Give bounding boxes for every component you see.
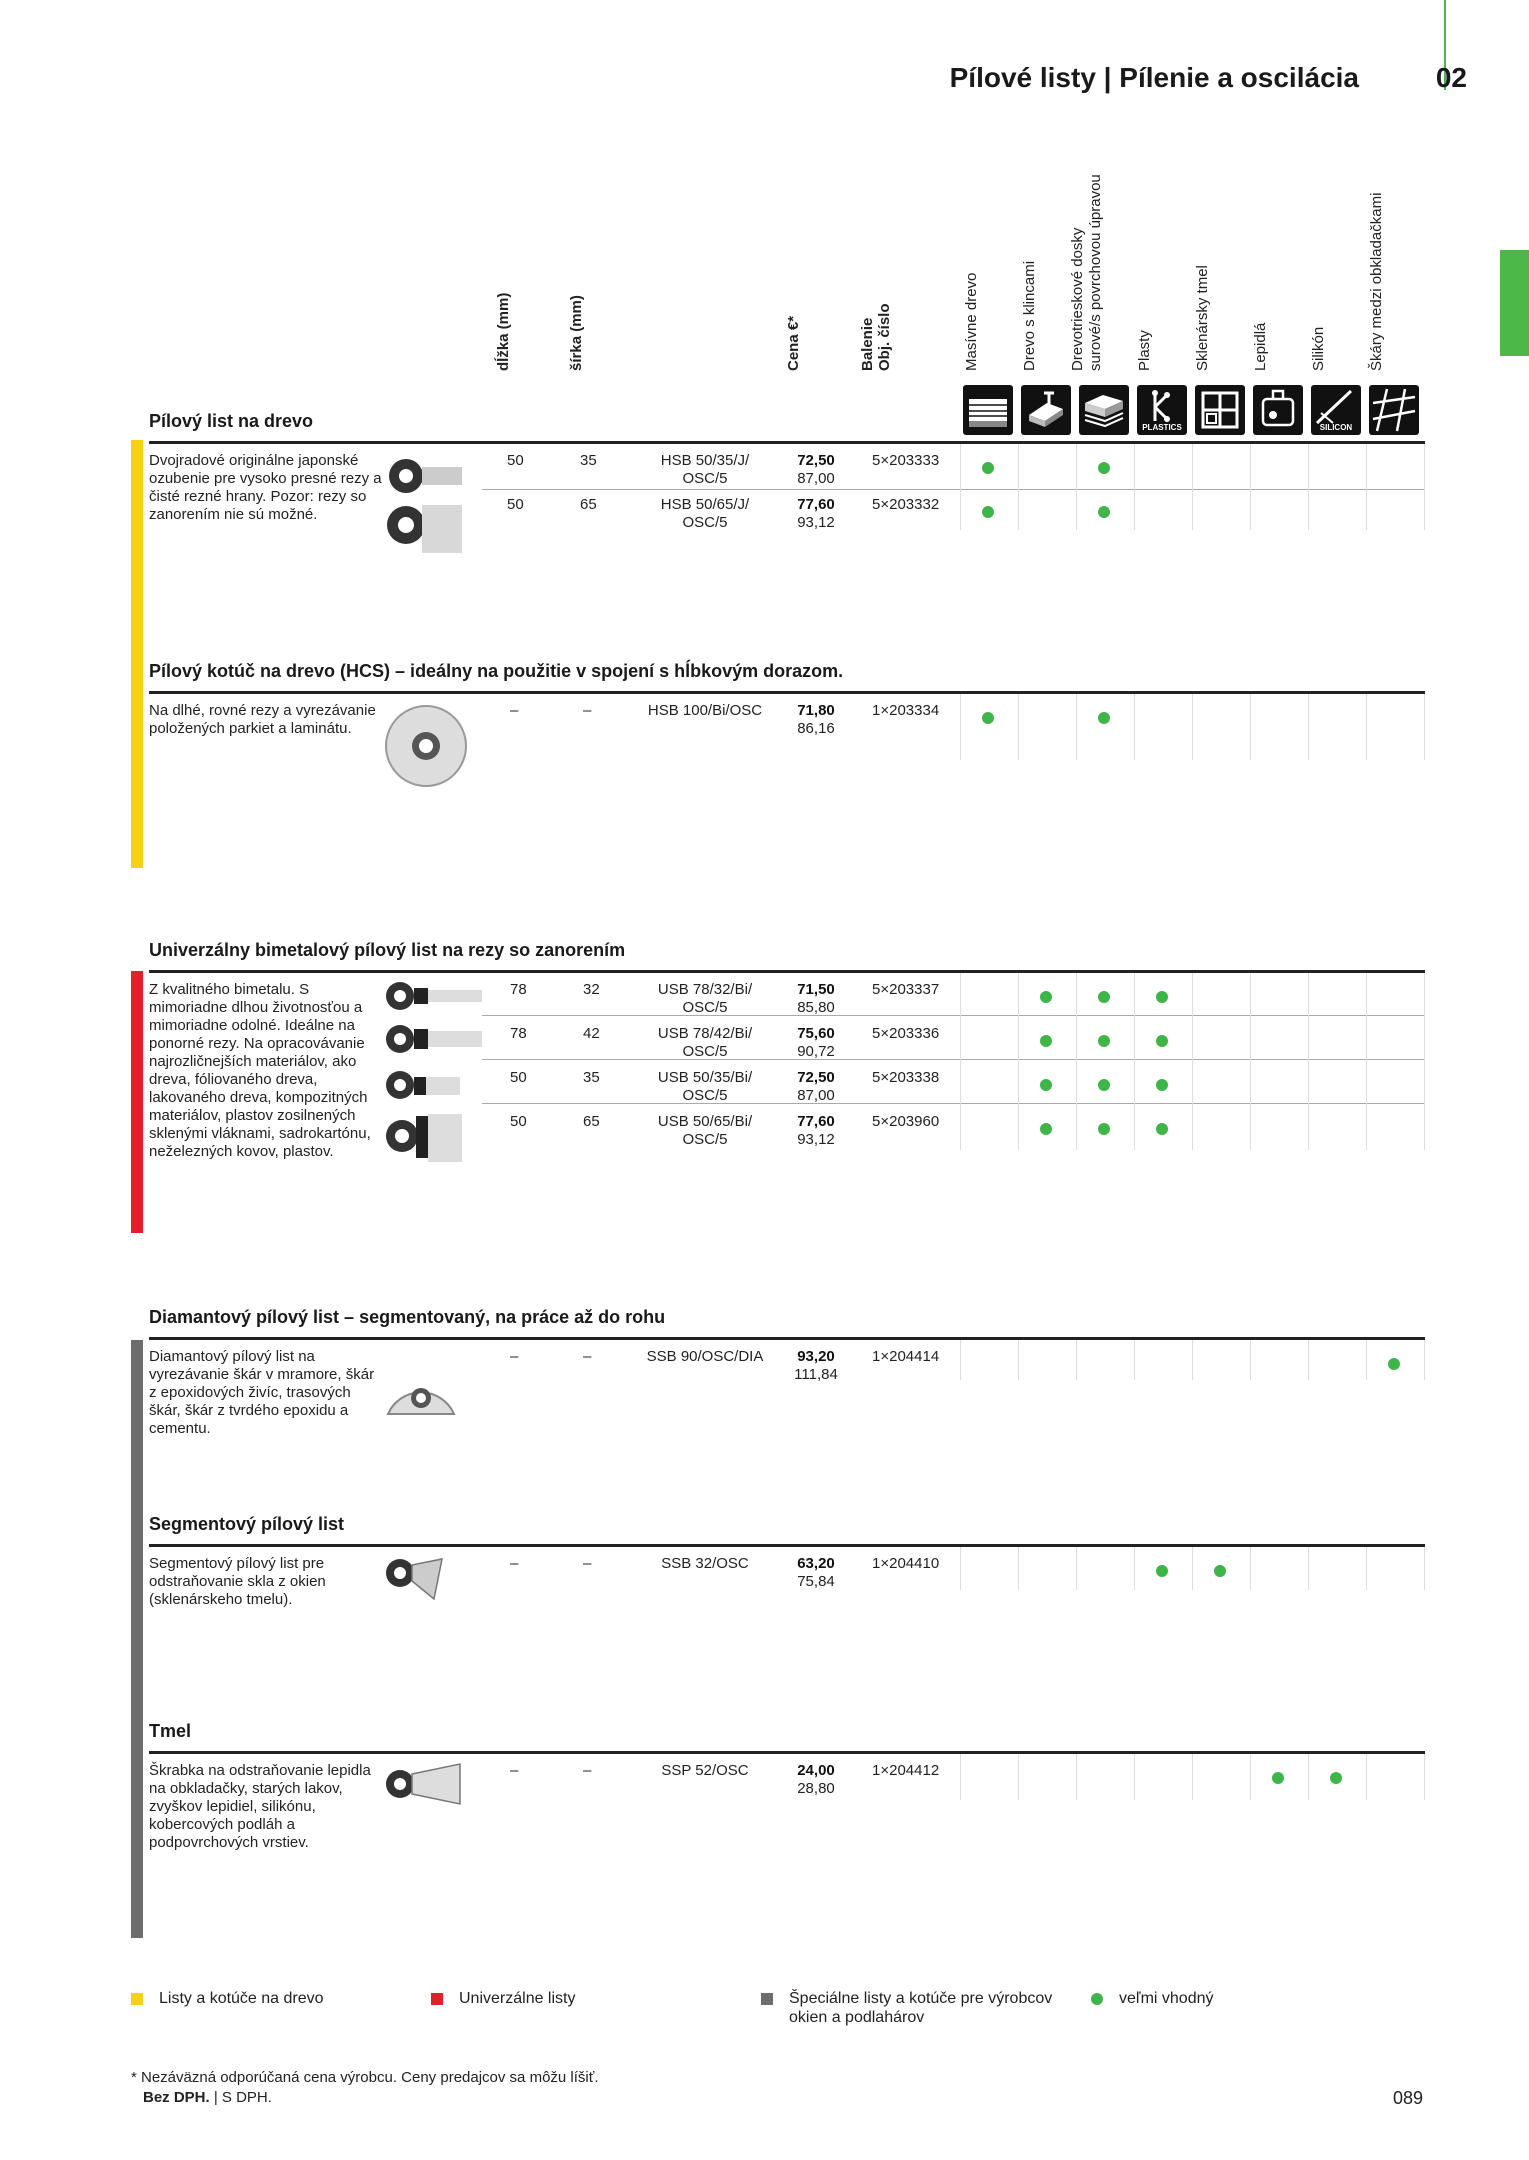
grid-line xyxy=(1192,1547,1193,1590)
section-rule xyxy=(149,1751,1425,1754)
section-title: Pílový kotúč na drevo (HCS) – ideálny na použitie v spojení s hĺbkovým dorazom. xyxy=(149,661,844,681)
blade-thumbnail xyxy=(384,1067,464,1103)
footnote-line1: * Nezáväzná odporúčaná cena výrobcu. Ceny predajcov sa môžu líšiť. xyxy=(131,2069,599,2086)
grid-line xyxy=(1366,1340,1367,1380)
code-line1: USB 50/35/Bi/ xyxy=(657,1069,753,1086)
order-number: 203333 xyxy=(889,452,940,469)
length-cell: – xyxy=(510,1555,519,1572)
section-description: Na dlhé, rovné rezy a vyrezávanie položených parkiet a laminátu. xyxy=(149,702,376,737)
product-code xyxy=(640,1113,770,1149)
col-material-3 xyxy=(1136,330,1154,371)
grid-line xyxy=(1134,1754,1135,1800)
price-net: 75,60 xyxy=(797,1025,835,1042)
price-gross: 111,84 xyxy=(794,1366,838,1383)
section-rule xyxy=(149,1337,1425,1340)
width-cell: 65 xyxy=(583,1113,600,1130)
suitable-dot xyxy=(1156,1035,1168,1047)
section-rule xyxy=(149,1544,1425,1547)
blade-thumbnail xyxy=(384,1110,464,1166)
section-description: Diamantový pílový list na vyrezávanie škár v mramore, škár z epoxidových živíc, trasových škár, škár z tvrdého epoxidu a cementu. xyxy=(149,1348,375,1437)
legend-wood: Listy a kotúče na drevo xyxy=(159,1990,324,2007)
category-bar-special xyxy=(131,1340,143,1938)
material-label: surové/s povrchovou úpravou xyxy=(1087,174,1104,371)
length-cell: – xyxy=(510,702,519,719)
grid-line xyxy=(1366,694,1367,760)
grid-line xyxy=(1366,973,1367,1150)
length-cell: 50 xyxy=(510,1113,527,1130)
order-cell xyxy=(872,452,939,470)
suitable-dot xyxy=(1156,991,1168,1003)
price-cell xyxy=(776,1025,856,1061)
grid-line xyxy=(1250,444,1251,530)
code-line2: OSC/5 xyxy=(682,514,728,531)
col-material-5 xyxy=(1252,322,1270,371)
price-net: 24,00 xyxy=(797,1762,835,1779)
silicone-icon xyxy=(1311,385,1361,435)
col-material-0 xyxy=(963,272,981,371)
category-bar-universal xyxy=(131,971,143,1233)
col-order-label: Obj. číslo xyxy=(876,303,893,371)
adhesive-icon xyxy=(1253,385,1303,435)
grid-line xyxy=(1424,1754,1425,1800)
code-line1: HSB 50/35/J/ xyxy=(660,452,750,469)
chapter-number: 02 xyxy=(1435,62,1467,93)
section-description: Škrabka na odstraňovanie lepidla na obkladačky, starých lakov, zvyškov lepidiel, silikónu, kobercových podláh a podpovrchových vrstiev. xyxy=(149,1762,371,1851)
suitable-dot xyxy=(982,712,994,724)
pack-qty: 1× xyxy=(872,1762,890,1779)
width-cell: – xyxy=(583,1555,592,1572)
nailed-wood-icon xyxy=(1021,385,1071,435)
grid-line xyxy=(1018,1547,1019,1590)
product-code xyxy=(640,1069,770,1105)
product-code xyxy=(640,452,770,488)
grid-line xyxy=(1134,444,1135,530)
grid-line xyxy=(1192,973,1193,1150)
pack-qty: 5× xyxy=(872,496,890,513)
section-description: Segmentový pílový list pre odstraňovanie skla z okien (sklenárskeho tmelu). xyxy=(149,1555,326,1608)
price-gross: 85,80 xyxy=(797,999,835,1016)
blade-thumbnail xyxy=(384,1555,448,1605)
price-cell xyxy=(776,1348,856,1384)
length-cell: – xyxy=(510,1348,519,1365)
suitable-dot xyxy=(1040,1079,1052,1091)
product-code: SSB 90/OSC/DIA xyxy=(646,1348,764,1365)
material-label: Drevotrieskové dosky xyxy=(1069,227,1086,371)
blade-thumbnail xyxy=(384,501,464,557)
order-number: 203337 xyxy=(889,981,940,998)
grid-line xyxy=(1366,1547,1367,1590)
length-cell: 50 xyxy=(507,496,524,513)
tile-joints-icon xyxy=(1369,385,1419,435)
code-line2: OSC/5 xyxy=(682,999,728,1016)
footnote xyxy=(131,2068,599,2108)
grid-line xyxy=(1134,973,1135,1150)
suitable-dot xyxy=(1040,1035,1052,1047)
grid-line xyxy=(1250,1754,1251,1800)
suitable-dot xyxy=(1156,1565,1168,1577)
pack-qty: 5× xyxy=(872,1025,890,1042)
grid-line xyxy=(1192,1340,1193,1380)
page-number: 089 xyxy=(1392,2088,1423,2108)
section-description: Dvojradové originálne japonské ozubenie pre vysoko presné rezy a čisté rezné hrany. Pozor: rezy so zanorením nie sú možné. xyxy=(149,452,382,523)
order-number: 204412 xyxy=(889,1762,940,1779)
col-width xyxy=(568,295,586,371)
material-label: Škáry medzi obkladačkami xyxy=(1368,192,1385,371)
suitable-dot xyxy=(1098,506,1110,518)
suitable-dot xyxy=(1330,1772,1342,1784)
order-cell xyxy=(872,496,939,514)
price-net: 63,20 xyxy=(797,1555,835,1572)
width-cell: 32 xyxy=(583,981,600,998)
section-title: Univerzálny bimetalový pílový list na rezy so zanorením xyxy=(149,940,626,960)
blade-thumbnail xyxy=(384,980,484,1012)
plastics-icon-label: PLASTICS xyxy=(1142,423,1182,432)
grid-line xyxy=(1366,444,1367,530)
product-code: HSB 100/Bi/OSC xyxy=(647,702,763,719)
width-cell: – xyxy=(583,1348,592,1365)
suitable-dot xyxy=(1098,462,1110,474)
length-cell: 78 xyxy=(510,981,527,998)
suitable-dot xyxy=(1272,1772,1284,1784)
col-material-6 xyxy=(1310,326,1328,371)
grid-line xyxy=(1192,444,1193,530)
suitable-dot xyxy=(1214,1565,1226,1577)
price-net: 93,20 xyxy=(797,1348,835,1365)
width-cell: – xyxy=(583,1762,592,1779)
pack-qty: 5× xyxy=(872,981,890,998)
grid-line xyxy=(1308,1754,1309,1800)
glazing-putty-icon xyxy=(1195,385,1245,435)
product-code xyxy=(640,1025,770,1061)
grid-line xyxy=(1076,444,1077,530)
price-cell xyxy=(776,702,856,738)
order-cell xyxy=(872,1555,939,1573)
suitable-dot xyxy=(1098,712,1110,724)
grid-line xyxy=(1018,1340,1019,1380)
material-label: Drevo s klincami xyxy=(1021,260,1038,371)
suitable-dot xyxy=(1098,1035,1110,1047)
col-width-label: šírka (mm) xyxy=(568,295,585,371)
pack-qty: 5× xyxy=(872,1113,890,1130)
legend-special xyxy=(789,1989,1052,2027)
grid-line xyxy=(1076,973,1077,1150)
price-gross: 87,00 xyxy=(797,1087,835,1104)
grid-line xyxy=(960,1340,961,1380)
length-cell: 50 xyxy=(507,452,524,469)
col-material-1 xyxy=(1021,260,1039,371)
chipboard-icon xyxy=(1079,385,1129,435)
price-cell xyxy=(776,981,856,1017)
col-length xyxy=(495,292,513,371)
price-net: 72,50 xyxy=(797,452,835,469)
product-code xyxy=(640,981,770,1017)
price-gross: 86,16 xyxy=(797,720,835,737)
section-rule xyxy=(149,970,1425,973)
grid-line xyxy=(1308,1547,1309,1590)
length-cell: 50 xyxy=(510,1069,527,1086)
plastics-icon xyxy=(1137,385,1187,435)
grid-line xyxy=(1076,1547,1077,1590)
code-line1: USB 78/32/Bi/ xyxy=(657,981,753,998)
legend-special-line1: Špeciálne listy a kotúče pre výrobcov xyxy=(789,1990,1053,2007)
pack-qty: 1× xyxy=(872,1555,890,1572)
grid-line xyxy=(960,1754,961,1800)
price-cell xyxy=(776,452,856,488)
order-number: 203336 xyxy=(889,1025,940,1042)
grid-line xyxy=(1424,1340,1425,1380)
price-net: 77,60 xyxy=(797,496,835,513)
grid-line xyxy=(1134,1547,1135,1590)
legend-special-line2: okien a podlahárov xyxy=(789,2009,925,2026)
row-rule xyxy=(482,1015,1425,1016)
price-cell xyxy=(776,1069,856,1105)
solid-wood-icon xyxy=(963,385,1013,435)
section-title: Segmentový pílový list xyxy=(149,1514,345,1534)
section-description: Z kvalitného bimetalu. S mimoriadne dlhou životnosťou a mimoriadne odolné. Ideálne na ponorné rezy. Na opracovávanie najrozličnejších materiálov, ako dreva, fóliovaného dreva, lakovaného dreva, kompozitných materiálov, plastov zosilnených sklenými vláknami, sadrokartónu, neželezných kovov, plastov. xyxy=(149,981,371,1160)
grid-line xyxy=(1424,694,1425,760)
grid-line xyxy=(1308,1340,1309,1380)
suitable-dot xyxy=(1098,991,1110,1003)
order-cell xyxy=(872,1025,939,1043)
grid-line xyxy=(1076,694,1077,760)
legend-suitable-dot xyxy=(1091,1993,1103,2005)
grid-line xyxy=(1018,694,1019,760)
grid-line xyxy=(1076,1340,1077,1380)
width-cell: 35 xyxy=(583,1069,600,1086)
suitable-dot xyxy=(1040,991,1052,1003)
suitable-dot xyxy=(982,506,994,518)
footnote-bold: Bez DPH. xyxy=(143,2089,210,2106)
page-title: Pílové listy | Pílenie a oscilácia xyxy=(949,62,1359,93)
legend-universal-swatch xyxy=(431,1993,443,2005)
grid-line xyxy=(960,973,961,1150)
pack-qty: 5× xyxy=(872,452,890,469)
blade-thumbnail xyxy=(384,457,464,495)
col-price xyxy=(785,315,803,371)
price-gross: 75,84 xyxy=(797,1573,835,1590)
grid-line xyxy=(1250,973,1251,1150)
suitable-dot xyxy=(1098,1079,1110,1091)
length-cell: – xyxy=(510,1762,519,1779)
product-code xyxy=(640,496,770,532)
grid-line xyxy=(1308,973,1309,1150)
legend-wood-swatch xyxy=(131,1993,143,2005)
grid-line xyxy=(960,694,961,760)
price-net: 77,60 xyxy=(797,1113,835,1130)
col-pack-label: Balenie xyxy=(859,317,876,371)
blade-thumbnail xyxy=(384,1358,458,1416)
width-cell: – xyxy=(583,702,592,719)
code-line1: HSB 50/65/J/ xyxy=(660,496,750,513)
section-title: Diamantový pílový list – segmentovaný, na práce až do rohu xyxy=(149,1307,666,1327)
price-gross: 28,80 xyxy=(797,1780,835,1797)
pack-qty: 1× xyxy=(872,702,890,719)
col-order xyxy=(876,303,894,371)
code-line2: OSC/5 xyxy=(682,1043,728,1060)
col-material-7 xyxy=(1368,192,1386,371)
price-gross: 90,72 xyxy=(797,1043,835,1060)
order-number: 203332 xyxy=(889,496,940,513)
grid-line xyxy=(1018,444,1019,530)
price-net: 72,50 xyxy=(797,1069,835,1086)
width-cell: 42 xyxy=(583,1025,600,1042)
blade-thumbnail xyxy=(384,1762,462,1806)
code-line2: OSC/5 xyxy=(682,1131,728,1148)
suitable-dot xyxy=(1388,1358,1400,1370)
pack-qty: 1× xyxy=(872,1348,890,1365)
blade-thumbnail xyxy=(384,704,468,788)
code-line2: OSC/5 xyxy=(682,470,728,487)
price-gross: 93,12 xyxy=(797,514,835,531)
grid-line xyxy=(1018,973,1019,1150)
price-gross: 87,00 xyxy=(797,470,835,487)
legend-very-suitable: veľmi vhodný xyxy=(1119,1990,1214,2007)
col-price-label: Cena €* xyxy=(785,315,802,371)
col-length-label: dĺžka (mm) xyxy=(495,292,512,371)
category-bar-wood xyxy=(131,440,143,868)
grid-line xyxy=(1424,973,1425,1150)
order-number: 203334 xyxy=(889,702,940,719)
grid-line xyxy=(1192,1754,1193,1800)
product-code: SSB 32/OSC xyxy=(661,1555,749,1572)
section-title: Pílový list na drevo xyxy=(149,411,314,431)
footnote-line2 xyxy=(131,2088,599,2108)
order-number: 203960 xyxy=(889,1113,940,1130)
code-line2: OSC/5 xyxy=(682,1087,728,1104)
price-gross: 93,12 xyxy=(797,1131,835,1148)
grid-line xyxy=(1308,444,1309,530)
material-label: Masívne drevo xyxy=(963,272,980,371)
section-title: Tmel xyxy=(149,1721,192,1741)
order-cell xyxy=(872,702,939,720)
pack-qty: 5× xyxy=(872,1069,890,1086)
width-cell: 65 xyxy=(580,496,597,513)
grid-line xyxy=(960,1547,961,1590)
price-cell xyxy=(776,496,856,532)
legend-special-swatch xyxy=(761,1993,773,2005)
order-number: 204414 xyxy=(889,1348,940,1365)
grid-line xyxy=(1308,694,1309,760)
suitable-dot xyxy=(1040,1123,1052,1135)
suitable-dot xyxy=(1156,1123,1168,1135)
grid-line xyxy=(1250,694,1251,760)
grid-line xyxy=(960,444,961,530)
legend-universal: Univerzálne listy xyxy=(459,1990,576,2007)
length-cell: 78 xyxy=(510,1025,527,1042)
blade-thumbnail xyxy=(384,1023,484,1055)
silicon-icon-label: SILICON xyxy=(1319,423,1353,432)
product-code: SSP 52/OSC xyxy=(661,1762,749,1779)
order-cell xyxy=(872,1113,939,1131)
grid-line xyxy=(1424,1547,1425,1590)
section-rule xyxy=(149,441,1425,444)
order-cell xyxy=(872,1348,939,1366)
width-cell: 35 xyxy=(580,452,597,469)
material-label: Silikón xyxy=(1310,326,1327,371)
code-line1: USB 78/42/Bi/ xyxy=(657,1025,753,1042)
order-cell xyxy=(872,1762,939,1780)
code-line1: USB 50/65/Bi/ xyxy=(657,1113,753,1130)
price-net: 71,80 xyxy=(797,702,835,719)
grid-line xyxy=(1424,444,1425,530)
material-label: Lepidlá xyxy=(1252,322,1269,371)
grid-line xyxy=(1250,1340,1251,1380)
price-cell xyxy=(776,1113,856,1149)
col-material-2b xyxy=(1087,174,1105,371)
suitable-dot xyxy=(982,462,994,474)
row-rule xyxy=(482,1059,1425,1060)
section-rule xyxy=(149,691,1425,694)
col-material-4 xyxy=(1194,265,1212,371)
grid-line xyxy=(1134,1340,1135,1380)
order-number: 204410 xyxy=(889,1555,940,1572)
grid-line xyxy=(1192,694,1193,760)
chapter-side-tab xyxy=(1500,250,1529,356)
grid-line xyxy=(1250,1547,1251,1590)
row-rule xyxy=(482,489,1425,490)
suitable-dot xyxy=(1098,1123,1110,1135)
material-label: Sklenársky tmel xyxy=(1194,265,1211,371)
row-rule xyxy=(482,1103,1425,1104)
price-net: 71,50 xyxy=(797,981,835,998)
material-label: Plasty xyxy=(1136,330,1153,371)
footnote-rest: | S DPH. xyxy=(209,2089,272,2106)
price-cell xyxy=(776,1555,856,1591)
grid-line xyxy=(1134,694,1135,760)
order-cell xyxy=(872,1069,939,1087)
order-number: 203338 xyxy=(889,1069,940,1086)
suitable-dot xyxy=(1156,1079,1168,1091)
grid-line xyxy=(1076,1754,1077,1800)
grid-line xyxy=(1366,1754,1367,1800)
order-cell xyxy=(872,981,939,999)
price-cell xyxy=(776,1762,856,1798)
grid-line xyxy=(1018,1754,1019,1800)
